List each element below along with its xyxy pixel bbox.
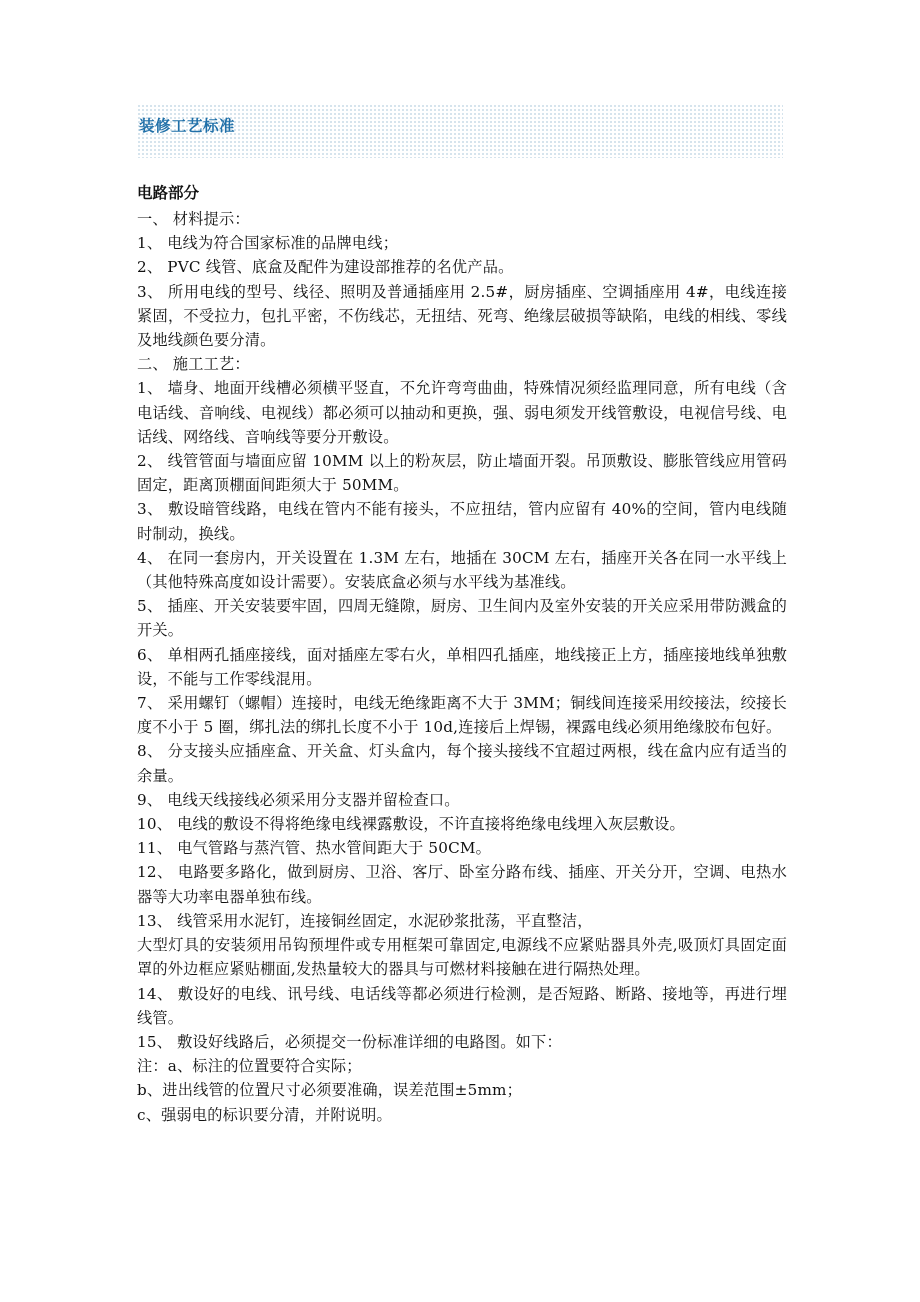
paragraph: 3、 所用电线的型号、线径、照明及普通插座用 2.5#，厨房插座、空调插座用 4#，电线连接紧固，不受拉力，包扎平密，不伤线芯，无扭结、死弯、绝缘层破损等缺陷，电线的相线、零线及地线颜色要分清。 [137, 282, 787, 350]
paragraph: 一、 材料提示： [137, 210, 250, 228]
document-title: 装修工艺标准 [139, 117, 236, 135]
title-banner [137, 104, 783, 158]
paragraph: 10、 电线的敷设不得将绝缘电线裸露敷设，不许直接将绝缘电线埋入灰层敷设。 [137, 815, 685, 834]
document-body [137, 179, 787, 1127]
paragraph: 4、 在同一套房内，开关设置在 1.3M 左右，地插在 30CM 左右，插座开关各在同一水平线上（其他特殊高度如设计需要）。安装底盒必须与水平线为基准线。 [137, 548, 787, 592]
paragraph: 15、 敷设好线路后，必须提交一份标准详细的电路图。如下： [137, 1032, 562, 1051]
paragraph: 注：a、标注的位置要符合实际； [137, 1057, 362, 1076]
paragraph: 7、 采用螺钉（螺帽）连接时，电线无绝缘距离不大于 3MM；铜线间连接采用绞接法，绞接长度不小于 5 圈，绑扎法的绑扎长度不小于 10d,连接后上焊锡，裸露电线必须用绝缘胶布包好。 [137, 694, 787, 737]
paragraph: c、强弱电的标识要分清，并附说明。 [137, 1105, 392, 1124]
paragraph: 9、 电线天线接线必须采用分支器并留检查口。 [137, 790, 460, 809]
paragraph: 二、 施工工艺： [137, 355, 250, 374]
paragraph: 12、 电路要多路化，做到厨房、卫浴、客厅、卧室分路布线、插座、开关分开，空调、电热水器等大功率电器单独布线。 [137, 863, 787, 906]
paragraph: 1、 墙身、地面开线槽必须横平竖直，不允许弯弯曲曲，特殊情况须经监理同意，所有电线（含电话线、音响线、电视线）都必须可以抽动和更换，强、弱电须发开线管敷设，电视信号线、电话线、网络线、音响线等要分开敷设。 [137, 379, 787, 446]
paragraph: 14、 敷设好的电线、讯号线、电话线等都必须进行检测，是否短路、断路、接地等，再进行埋线管。 [137, 984, 787, 1027]
paragraph: 2、 线管管面与墙面应留 10MM 以上的粉灰层，防止墙面开裂。吊顶敷设、膨胀管线应用管码固定，距离顶棚面间距须大于 50MM。 [137, 452, 787, 495]
paragraph: 大型灯具的安装须用吊钩预埋件或专用框架可靠固定,电源线不应紧贴器具外壳,吸顶灯具固定面罩的外边框应紧贴棚面,发热量较大的器具与可燃材料接触在进行隔热处理。 [137, 936, 787, 979]
paragraph: 5、 插座、开关安装要牢固，四周无缝隙，厨房、卫生间内及室外安装的开关应采用带防溅盒的开关。 [137, 597, 787, 640]
paragraph: 6、 单相两孔插座接线，面对插座左零右火，单相四孔插座，地线接正上方，插座接地线单独敷设，不能与工作零线混用。 [137, 645, 787, 688]
paragraph: 13、 线管采用水泥钉，连接铜丝固定，水泥砂浆批荡，平直整洁， [137, 911, 593, 930]
paragraph: 11、 电气管路与蒸汽管、热水管间距大于 50CM。 [137, 839, 492, 858]
paragraph: 1、 电线为符合国家标准的品牌电线； [137, 234, 399, 253]
paragraph-list [137, 207, 787, 1127]
section-title: 电路部分 [137, 184, 200, 202]
paragraph: 2、 PVC 线管、底盒及配件为建设部推荐的名优产品。 [137, 258, 514, 277]
paragraph: 3、 敷设暗管线路，电线在管内不能有接头，不应扭结，管内应留有 40%的空间，管内电线随时制动，换线。 [137, 500, 787, 543]
paragraph: b、进出线管的位置尺寸必须要准确，误差范围±5mm； [137, 1081, 523, 1100]
paragraph: 8、 分支接头应插座盒、开关盒、灯头盒内，每个接头接线不宜超过两根，线在盒内应有适当的余量。 [137, 742, 787, 785]
